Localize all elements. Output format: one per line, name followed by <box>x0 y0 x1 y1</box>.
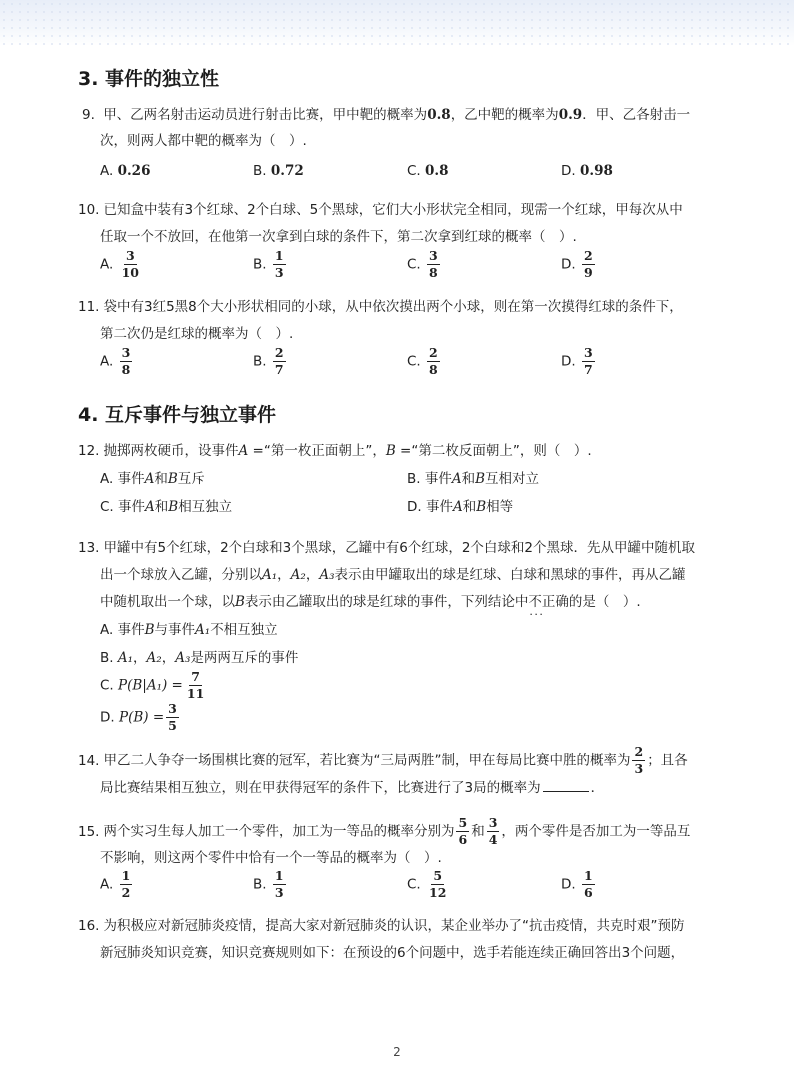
numerator: 3 <box>488 815 498 830</box>
numerator: 2 <box>583 248 593 263</box>
option-label: A. <box>100 256 114 273</box>
fraction <box>582 869 595 900</box>
numerator: 5 <box>433 868 443 883</box>
option-text: 和 <box>154 471 168 487</box>
probability-value: 0.8 <box>427 107 451 123</box>
question-text: 甲、乙两名射击运动员进行射击比赛，甲中靶的概率为 <box>103 107 428 123</box>
section-heading-4: 4. 互斥事件与独立事件 <box>78 404 277 426</box>
denominator: 3 <box>274 265 284 280</box>
question-10-line-2: 任取一个不放回，在他第一次拿到白球的条件下，第二次拿到红球的概率（ ）. <box>100 229 577 245</box>
option-label: C. <box>407 353 421 370</box>
option-text: 事件 <box>425 499 453 515</box>
denominator: 11 <box>186 686 205 701</box>
question-text: 袋中有3红5黑8个大小形状相同的小球，从中依次摸出两个小球，则在第一次摸得红球的条件下， <box>103 299 683 315</box>
option-label: B. <box>253 256 267 273</box>
question-13-line-1 <box>78 539 695 557</box>
denominator: 9 <box>583 265 593 280</box>
section-heading-3: 3. 事件的独立性 <box>78 68 220 90</box>
numerator: 3 <box>583 345 593 360</box>
question-15-line-1 <box>78 816 690 847</box>
denominator: 5 <box>168 718 177 733</box>
fraction <box>582 346 595 377</box>
event-variable: A <box>144 471 155 487</box>
fraction <box>273 346 286 377</box>
question-number: 10. <box>78 202 100 218</box>
question-text: ．甲、乙各射击一 <box>582 107 691 123</box>
q15-option-d[interactable] <box>561 869 597 900</box>
separator: ， <box>305 567 320 583</box>
option-text: 和 <box>154 499 169 515</box>
denominator: 2 <box>121 885 131 900</box>
question-number: 15. <box>78 823 100 840</box>
option-label: B. <box>253 163 267 179</box>
question-text: 两个实习生每人加工一个零件，加工为一等品的概率分别为 <box>103 823 455 840</box>
question-11-line-2: 第二次仍是红球的概率为（ ）. <box>100 326 294 342</box>
question-text: 的是（ ）. <box>568 594 641 610</box>
q9-option-d[interactable] <box>561 162 613 180</box>
q9-option-a[interactable] <box>100 162 150 180</box>
option-label: D. <box>561 163 576 179</box>
question-text: 中随机取出一个球，以 <box>100 594 235 610</box>
question-16-line-2: 新冠肺炎知识竞赛，知识竞赛规则如下：在预设的6个问题中，选手若能连续正确回答出3个问题， <box>100 945 685 961</box>
emphasized-text: 不正确 · · · <box>528 594 569 610</box>
question-text: 出一个球放入乙罐，分别以 <box>100 567 262 583</box>
option-text: 和 <box>461 471 476 487</box>
denominator: 3 <box>274 885 284 900</box>
question-text: 和 <box>471 823 485 840</box>
event-variable: A <box>238 443 249 459</box>
event-variable: A <box>451 471 462 487</box>
option-label: A. <box>100 163 114 179</box>
q9-option-b[interactable] <box>253 162 304 180</box>
option-label: C. <box>100 677 114 694</box>
option-label: C. <box>407 876 421 893</box>
option-text: 互斥 <box>177 471 205 487</box>
numerator: 7 <box>191 669 200 684</box>
fraction <box>632 745 645 776</box>
option-label: B. <box>100 650 114 666</box>
fraction <box>120 249 141 280</box>
denominator: 12 <box>429 885 447 900</box>
q10-option-c[interactable] <box>407 249 442 280</box>
q13-option-d[interactable] <box>100 702 181 733</box>
denominator: 6 <box>458 832 468 847</box>
answer-blank[interactable] <box>543 779 589 792</box>
header-band <box>0 0 794 46</box>
option-text: 事件 <box>424 471 452 487</box>
option-text: 是两两互斥的事件 <box>190 650 299 666</box>
fraction <box>185 670 206 701</box>
question-text: 甲罐中有5个红球，2个白球和3个黑球，乙罐中有6个红球，2个白球和2个黑球．先从甲罐中随机取 <box>103 540 696 556</box>
fraction <box>427 249 440 280</box>
question-number: 14. <box>78 752 100 769</box>
q12-option-d[interactable] <box>407 498 513 516</box>
option-text: 事件 <box>118 499 146 515</box>
probability-expression: P(B|A₁) = <box>118 677 183 694</box>
q12-option-b[interactable] <box>407 470 539 488</box>
separator: ， <box>161 650 176 666</box>
event-variable: B <box>235 594 245 610</box>
option-text: 互相对立 <box>485 471 540 487</box>
denominator: 10 <box>121 265 139 280</box>
separator: ， <box>133 650 147 666</box>
option-label: C. <box>407 256 421 273</box>
event-variable: A₁ <box>195 622 211 638</box>
event-variable: A <box>145 499 155 515</box>
numerator: 3 <box>168 701 177 716</box>
question-10-line-1 <box>78 201 683 219</box>
event-variable: A₁ <box>262 567 278 583</box>
question-text: ，两个零件是否加工为一等品互 <box>501 823 691 840</box>
question-number: 16. <box>78 918 100 934</box>
q15-option-c[interactable] <box>407 869 450 900</box>
option-label: D. <box>561 256 576 273</box>
option-value: 0.8 <box>425 163 449 179</box>
option-label: B. <box>407 471 421 487</box>
numerator: 2 <box>634 744 644 759</box>
q13-option-b[interactable] <box>100 649 298 667</box>
option-text: 相互独立 <box>178 499 233 515</box>
denominator: 4 <box>488 832 498 847</box>
option-label: D. <box>561 353 576 370</box>
question-number: 13. <box>78 540 100 556</box>
question-text: 局比赛结果相互独立，则在甲获得冠军的条件下，比赛进行了3局的概率为 <box>100 780 541 796</box>
event-variable: B <box>476 499 487 515</box>
question-11-line-1 <box>78 298 683 316</box>
numerator: 1 <box>274 248 284 263</box>
q11-option-b[interactable] <box>253 346 288 377</box>
numerator: 3 <box>429 248 438 263</box>
fraction <box>427 869 448 900</box>
numerator: 1 <box>274 868 284 883</box>
fraction <box>582 249 595 280</box>
question-13-line-2 <box>100 566 686 584</box>
event-variable: B <box>385 443 396 459</box>
option-value: 0.26 <box>117 163 151 179</box>
q15-option-b[interactable] <box>253 869 288 900</box>
option-label: D. <box>561 876 576 893</box>
event-variable: A₁ <box>117 650 134 666</box>
denominator: 7 <box>583 362 593 377</box>
option-value: 0.72 <box>270 163 304 179</box>
question-9-line-2: 次，则两人都中靶的概率为（ ）. <box>100 133 307 149</box>
numerator: 2 <box>429 345 438 360</box>
question-text: 为积极应对新冠肺炎疫情，提高大家对新冠肺炎的认识，某企业举办了“抗击疫情，共克时艰”预防 <box>103 918 685 934</box>
fraction <box>120 346 133 377</box>
option-text: 事件 <box>117 471 145 487</box>
option-label: D. <box>100 709 115 726</box>
option-label: A. <box>100 876 114 893</box>
q15-option-a[interactable] <box>100 869 134 900</box>
question-13-line-3 <box>100 593 641 611</box>
q11-option-a[interactable] <box>100 346 134 377</box>
option-label: C. <box>100 499 114 515</box>
option-label: A. <box>100 353 114 370</box>
option-label: C. <box>407 163 421 179</box>
event-variable: A₂ <box>290 567 306 583</box>
numerator: 2 <box>274 345 284 360</box>
q12-option-c[interactable] <box>100 498 232 516</box>
question-text: =“第二枚反面朝上”，则（ ）. <box>395 443 592 459</box>
q10-option-b[interactable] <box>253 249 288 280</box>
option-label: B. <box>253 353 267 370</box>
option-text: 和 <box>462 499 477 515</box>
question-16-line-1 <box>78 917 684 935</box>
fraction <box>273 249 286 280</box>
q10-option-a[interactable] <box>100 249 143 280</box>
question-9-line-1 <box>82 106 690 124</box>
q9-option-c[interactable] <box>407 162 449 180</box>
question-text: 抛掷两枚硬币，设事件 <box>103 443 239 459</box>
denominator: 8 <box>121 362 131 377</box>
question-14-line-1 <box>78 745 688 776</box>
event-variable: A₂ <box>146 650 162 666</box>
option-label: A. <box>100 471 114 487</box>
event-variable: B <box>475 471 486 487</box>
question-text: ；且各 <box>647 752 688 769</box>
option-text: 事件 <box>117 622 145 638</box>
option-text: 不相互独立 <box>210 622 278 638</box>
question-text: 已知盒中装有3个红球、2个白球、5个黑球，它们大小形状完全相同，现需一个红球，甲每次从中 <box>103 202 683 218</box>
question-15-line-2: 不影响，则这两个零件中恰有一个一等品的概率为（ ）. <box>100 850 442 866</box>
option-label: B. <box>253 876 267 893</box>
fraction <box>120 869 133 900</box>
probability-value: 0.9 <box>558 107 583 123</box>
fraction <box>273 869 286 900</box>
question-12-line-1 <box>78 442 592 460</box>
q10-option-d[interactable] <box>561 249 597 280</box>
q12-option-a[interactable] <box>100 470 205 488</box>
event-variable: B <box>168 499 179 515</box>
question-text: 表示由甲罐取出的球是红球、白球和黑球的事件，再从乙罐 <box>334 567 686 583</box>
denominator: 8 <box>429 362 438 377</box>
question-number: 11. <box>78 299 100 315</box>
question-text: 甲乙二人争夺一场围棋比赛的冠军，若比赛为“三局两胜”制，甲在每局比赛中胜的概率为 <box>103 752 631 769</box>
fraction <box>166 702 179 733</box>
option-text: 与事件 <box>154 622 196 638</box>
fraction <box>456 816 469 847</box>
denominator: 7 <box>274 362 284 377</box>
event-variable: A₃ <box>319 567 335 583</box>
denominator: 8 <box>429 265 438 280</box>
page-number: 2 <box>393 1045 401 1059</box>
fraction <box>487 816 500 847</box>
option-label: D. <box>407 499 422 515</box>
option-text: 相等 <box>486 499 514 515</box>
probability-expression: P(B) = <box>118 709 165 726</box>
numerator: 3 <box>125 248 135 263</box>
event-variable: B <box>144 622 155 638</box>
question-number: 12. <box>78 443 100 459</box>
question-text: ． <box>590 780 605 796</box>
question-14-line-2 <box>100 779 604 797</box>
question-text: =“第一枚正面朝上”， <box>248 443 386 459</box>
numerator: 1 <box>583 868 593 883</box>
question-text: ，乙中靶的概率为 <box>450 107 559 123</box>
event-variable: A <box>452 499 463 515</box>
denominator: 6 <box>583 885 593 900</box>
option-label: A. <box>100 622 114 638</box>
question-text: 表示由乙罐取出的球是红球的事件，下列结论中 <box>244 594 529 610</box>
numerator: 1 <box>121 868 131 883</box>
question-number: 9. <box>82 107 95 123</box>
q13-option-a[interactable] <box>100 621 278 639</box>
q13-option-c[interactable] <box>100 670 208 701</box>
option-value: 0.98 <box>579 163 613 179</box>
separator: ， <box>277 567 291 583</box>
q11-option-d[interactable] <box>561 346 597 377</box>
numerator: 5 <box>458 815 468 830</box>
numerator: 3 <box>121 345 131 360</box>
event-variable: B <box>167 471 178 487</box>
fraction <box>427 346 440 377</box>
denominator: 3 <box>634 761 644 776</box>
event-variable: A₃ <box>175 650 191 666</box>
q11-option-c[interactable] <box>407 346 442 377</box>
